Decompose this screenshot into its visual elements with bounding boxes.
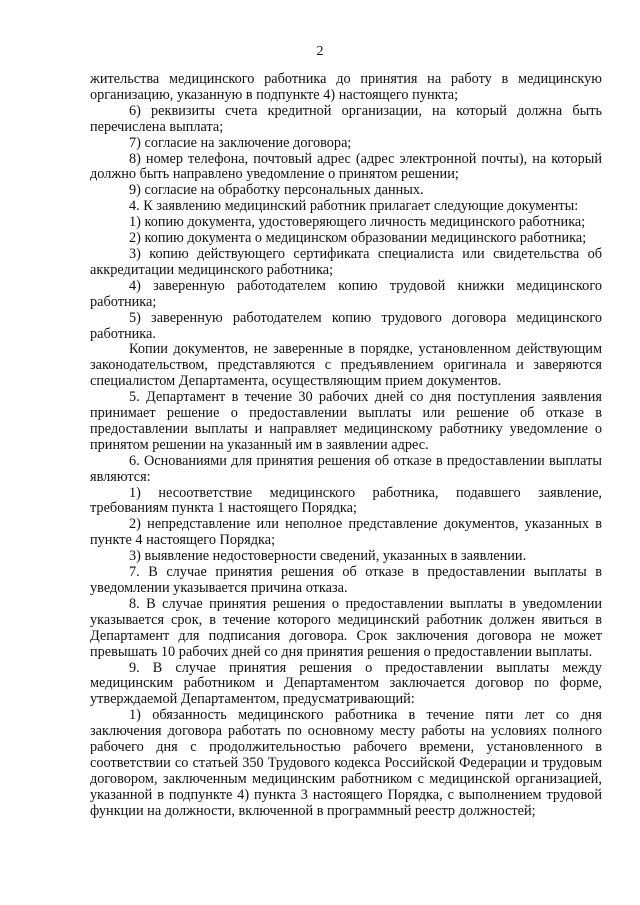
paragraph: жительства медицинского работника до принятия на работу в медицинскую организацию, указанную в подпункте 4) настоящего пункта; [90,71,602,103]
paragraph: 7) согласие на заключение договора; [129,134,352,151]
paragraph: 6) реквизиты счета кредитной организации, на который должна быть перечислена выплата; [90,102,602,135]
paragraph: 8) номер телефона, почтовый адрес (адрес электронной почты), на который должно быть направлено уведомление о принятом решении; [90,150,602,183]
paragraph: 3) выявление недостоверности сведений, указанных в заявлении. [129,548,527,565]
paragraph: 4. К заявлению медицинский работник прилагает следующие документы: [129,198,579,215]
paragraph: 8. В случае принятия решения о предоставлении выплаты в уведомлении указывается срок, в течение которого медицинский работник должен явиться в Департамент для подписания договора. Срок заключения договора не может превышать 10 рабочих дней со дня принятия решения о предоставлении выплаты. [90,595,602,660]
paragraph: 9. В случае принятия решения о предоставлении выплаты между медицинским работником и Департаментом заключается договор по форме, утверждаемой Департаментом, предусматривающий: [90,659,602,708]
paragraph: 1) копию документа, удостоверяющего личность медицинского работника; [129,214,586,231]
page-number: 2 [316,44,324,59]
paragraph: 4) заверенную работодателем копию трудовой книжки медицинского работника; [90,277,602,310]
paragraph: 9) согласие на обработку персональных данных. [129,182,424,199]
paragraph: 1) обязанность медицинского работника в течение пяти лет со дня заключения договора работать по основному месту работы на условиях полного рабочего дня с продолжительностью рабочего времени, установленного в соответствии со статьей 350 Трудового кодекса Российской Федерации и трудовым договором, заключенным медицинским работником с медицинской организацией, указанной в подпункте 4) пункта 3 настоящего Порядка, с выполнением трудовой функции на должности, включенной в программный реестр должностей; [90,707,602,819]
paragraph: 5) заверенную работодателем копию трудового договора медицинского работника. [90,309,602,342]
paragraph: 5. Департамент в течение 30 рабочих дней со дня поступления заявления принимает решение о предоставлении выплаты или решение об отказе в предоставлении выплаты и направляет медицинскому работнику уведомление о принятом решении на указанный им в заявлении адрес. [90,389,602,453]
paragraph: 2) непредставление или неполное представление документов, указанных в пункте 4 настоящего Порядка; [90,516,602,549]
paragraph: 6. Основаниями для принятия решения об отказе в предоставлении выплаты являются: [90,452,602,485]
paragraph: 7. В случае принятия решения об отказе в предоставлении выплаты в уведомлении указывается причина отказа. [90,564,602,596]
paragraph: Копии документов, не заверенные в порядке, установленном действующим законодательством, представляются с предъявлением оригинала и заверяются специалистом Департамента, осуществляющим прием документов. [90,341,602,390]
paragraph: 3) копию действующего сертификата специалиста или свидетельства об аккредитации медицинского работника; [90,245,602,278]
paragraph: 2) копию документа о медицинском образовании медицинского работника; [129,230,587,247]
document-body [90,72,602,820]
paragraph: 1) несоответствие медицинского работника, подавшего заявление, требованиям пункта 1 настоящего Порядка; [90,484,602,517]
